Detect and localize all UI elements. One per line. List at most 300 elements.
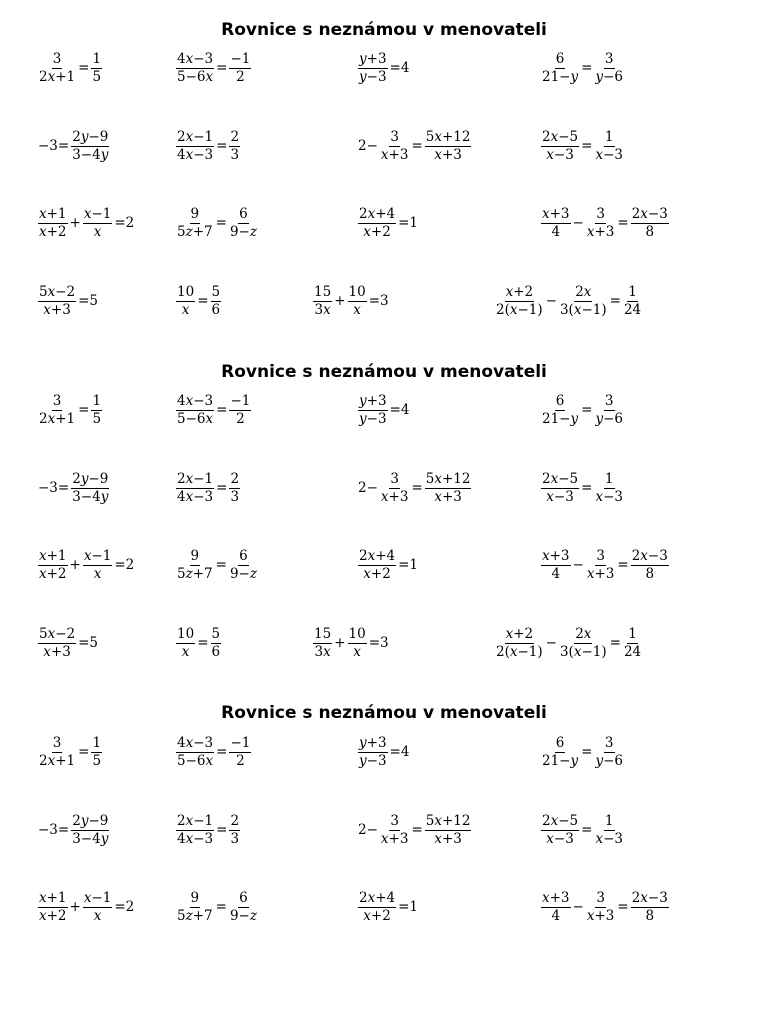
operator-text: =4 <box>389 744 410 760</box>
numerator: x+3 <box>542 548 570 564</box>
numerator: 6 <box>555 51 565 67</box>
denominator: x−3 <box>546 831 574 847</box>
denominator: 2 <box>236 411 245 427</box>
fraction <box>210 285 223 318</box>
operator-text: = <box>78 60 90 76</box>
numerator: 2y−9 <box>72 129 109 145</box>
denominator: 3(x−1) <box>559 302 607 318</box>
fraction <box>175 891 215 924</box>
denominator: 5z+7 <box>177 908 213 924</box>
equation <box>37 285 99 318</box>
operator-text: 2− <box>358 822 378 838</box>
denominator: x+2 <box>39 224 67 240</box>
fraction <box>540 736 580 769</box>
equation <box>37 130 110 163</box>
operator-text: = <box>581 402 593 418</box>
numerator: 1 <box>92 735 102 751</box>
section-title: Rovnice s neznámou v menovateli <box>221 20 547 40</box>
numerator: 1 <box>604 129 614 145</box>
equation <box>37 207 135 240</box>
operator-text: = <box>581 822 593 838</box>
fraction <box>228 207 259 240</box>
denominator: x+2 <box>39 908 67 924</box>
equation <box>175 472 241 505</box>
numerator: 1 <box>604 471 614 487</box>
numerator: 3 <box>52 735 62 751</box>
numerator: x+2 <box>505 626 534 642</box>
fraction <box>70 472 110 505</box>
denominator: x+3 <box>586 908 615 924</box>
denominator: 8 <box>645 566 655 582</box>
operator-text: − <box>545 635 557 651</box>
numerator: 10 <box>177 626 195 642</box>
operator-text: =1 <box>398 899 419 915</box>
denominator: x+2 <box>39 566 67 582</box>
denominator: 3x <box>314 644 331 660</box>
denominator: x+3 <box>434 147 462 163</box>
numerator: 9 <box>190 548 200 564</box>
operator-text: = <box>581 744 593 760</box>
fraction <box>630 549 670 582</box>
equation <box>357 130 472 163</box>
equation <box>540 52 625 85</box>
denominator: 5z+7 <box>177 566 213 582</box>
fraction <box>175 736 215 769</box>
numerator: 10 <box>348 284 366 300</box>
fraction <box>228 394 252 427</box>
equation <box>175 736 252 769</box>
fraction <box>347 285 368 318</box>
denominator: x−3 <box>546 147 574 163</box>
fraction <box>228 130 241 163</box>
equation <box>540 207 670 240</box>
equation <box>494 285 643 318</box>
fraction <box>347 627 368 660</box>
fraction <box>37 207 69 240</box>
denominator: 5z+7 <box>177 224 213 240</box>
denominator: y−6 <box>595 69 623 85</box>
fraction <box>175 472 215 505</box>
fraction <box>630 207 670 240</box>
equation <box>37 627 99 660</box>
numerator: 4x−3 <box>177 735 214 751</box>
denominator: y−3 <box>359 69 387 85</box>
operator-text: 2− <box>358 480 378 496</box>
numerator: 6 <box>239 206 248 222</box>
numerator: 5x+12 <box>425 813 471 829</box>
fraction <box>357 52 389 85</box>
numerator: x−1 <box>83 548 112 564</box>
fraction <box>593 130 625 163</box>
denominator: 4x−3 <box>177 831 214 847</box>
equation <box>175 627 222 660</box>
fraction <box>357 549 397 582</box>
operator-text: =1 <box>398 215 419 231</box>
equation <box>312 627 390 660</box>
operator-text: =5 <box>78 635 99 651</box>
numerator: x+3 <box>542 890 570 906</box>
denominator: x+3 <box>434 831 462 847</box>
denominator: x <box>353 302 361 318</box>
numerator: 5x+12 <box>425 471 471 487</box>
operator-text: − <box>545 293 557 309</box>
fraction <box>175 52 215 85</box>
numerator: x+1 <box>39 206 67 222</box>
numerator: 10 <box>177 284 195 300</box>
numerator: 2x <box>575 626 592 642</box>
numerator: 2x−5 <box>542 471 579 487</box>
fraction <box>90 52 103 85</box>
fraction <box>540 891 572 924</box>
fraction <box>540 130 580 163</box>
numerator: 4x−3 <box>177 51 214 67</box>
equation <box>37 814 110 847</box>
fraction <box>228 472 241 505</box>
operator-text: = <box>216 402 228 418</box>
denominator: 4 <box>551 908 561 924</box>
numerator: 3 <box>604 735 614 751</box>
denominator: x+3 <box>586 566 615 582</box>
fraction <box>175 814 215 847</box>
equation <box>357 891 419 924</box>
numerator: 5x+12 <box>425 129 471 145</box>
denominator: x−3 <box>595 489 623 505</box>
equation <box>175 891 259 924</box>
numerator: 2x−1 <box>177 129 214 145</box>
equation <box>175 130 241 163</box>
fraction <box>585 549 617 582</box>
denominator: 24 <box>623 302 642 318</box>
equation <box>540 394 625 427</box>
equation <box>175 207 259 240</box>
operator-text: = <box>411 138 423 154</box>
equation <box>175 549 259 582</box>
numerator: x−1 <box>83 890 112 906</box>
numerator: 1 <box>92 51 102 67</box>
equation <box>175 52 252 85</box>
fraction <box>593 736 625 769</box>
denominator: x+3 <box>380 147 409 163</box>
numerator: 2 <box>230 129 240 145</box>
equation <box>37 891 135 924</box>
denominator: 4x−3 <box>177 489 214 505</box>
equation <box>37 549 135 582</box>
operator-text: = <box>215 215 227 231</box>
numerator: 3 <box>604 51 614 67</box>
fraction <box>593 472 625 505</box>
denominator: 5 <box>92 411 102 427</box>
fraction <box>357 394 389 427</box>
equation <box>175 814 241 847</box>
operator-text: −3= <box>38 138 70 154</box>
section-title: Rovnice s neznámou v menovateli <box>221 362 547 382</box>
equation <box>37 736 103 769</box>
numerator: 1 <box>92 393 102 409</box>
denominator: y−3 <box>359 411 387 427</box>
numerator: x+2 <box>505 284 534 300</box>
operator-text: =3 <box>368 293 389 309</box>
denominator: 21−y <box>542 69 579 85</box>
equation <box>540 472 625 505</box>
numerator: x+1 <box>39 890 67 906</box>
numerator: 2 <box>230 813 240 829</box>
denominator: y−3 <box>359 753 387 769</box>
fraction <box>228 891 259 924</box>
fraction <box>585 891 617 924</box>
fraction <box>37 736 77 769</box>
numerator: 2x <box>575 284 592 300</box>
operator-text: = <box>216 138 228 154</box>
fraction <box>175 130 215 163</box>
fraction <box>228 814 241 847</box>
fraction <box>540 394 580 427</box>
denominator: 3(x−1) <box>559 644 607 660</box>
numerator: 2x−1 <box>177 813 214 829</box>
fraction <box>175 285 196 318</box>
equation <box>540 891 670 924</box>
denominator: 4x−3 <box>177 147 214 163</box>
fraction <box>82 549 114 582</box>
fraction <box>593 814 625 847</box>
denominator: y−6 <box>595 411 623 427</box>
denominator: 3 <box>230 489 240 505</box>
denominator: 9−z <box>229 566 257 582</box>
operator-text: = <box>216 60 228 76</box>
fraction <box>558 627 609 660</box>
fraction <box>228 52 252 85</box>
numerator: 2x−3 <box>631 548 668 564</box>
denominator: 3x <box>314 302 331 318</box>
fraction <box>175 207 215 240</box>
fraction <box>558 285 609 318</box>
numerator: −1 <box>230 51 251 67</box>
fraction <box>37 549 69 582</box>
denominator: 3−4y <box>72 489 109 505</box>
numerator: x+1 <box>39 548 67 564</box>
numerator: 3 <box>596 206 605 222</box>
numerator: 5x−2 <box>39 626 76 642</box>
numerator: 15 <box>314 284 332 300</box>
numerator: 1 <box>628 284 637 300</box>
fraction <box>593 52 625 85</box>
operator-text: + <box>69 215 81 231</box>
denominator: 2x+1 <box>39 753 76 769</box>
operator-text: + <box>334 293 346 309</box>
equation <box>540 549 670 582</box>
operator-text: + <box>334 635 346 651</box>
numerator: 3 <box>390 471 399 487</box>
fraction <box>540 52 580 85</box>
fraction <box>70 130 110 163</box>
numerator: 5 <box>211 284 221 300</box>
denominator: x+3 <box>380 831 409 847</box>
denominator: 4 <box>551 566 561 582</box>
fraction <box>585 207 617 240</box>
numerator: 1 <box>604 813 614 829</box>
denominator: 5 <box>92 69 102 85</box>
fraction <box>357 207 397 240</box>
denominator: 8 <box>645 224 655 240</box>
numerator: 3 <box>596 548 605 564</box>
fraction <box>312 627 333 660</box>
denominator: 8 <box>645 908 655 924</box>
fraction <box>357 736 389 769</box>
equation <box>494 627 643 660</box>
fraction <box>228 736 252 769</box>
numerator: 3 <box>390 813 399 829</box>
denominator: 3 <box>230 831 240 847</box>
denominator: x+3 <box>586 224 615 240</box>
fraction <box>494 285 545 318</box>
fraction <box>379 472 411 505</box>
fraction <box>540 207 572 240</box>
numerator: y+3 <box>359 735 387 751</box>
operator-text: =2 <box>114 557 135 573</box>
denominator: 24 <box>623 644 642 660</box>
numerator: 10 <box>348 626 366 642</box>
numerator: 2x−3 <box>631 890 668 906</box>
numerator: 2x+4 <box>359 206 396 222</box>
fraction <box>175 394 215 427</box>
operator-text: − <box>572 215 584 231</box>
equation <box>175 285 222 318</box>
denominator: 9−z <box>229 908 257 924</box>
operator-text: = <box>215 899 227 915</box>
operator-text: =4 <box>389 60 410 76</box>
operator-text: 2− <box>358 138 378 154</box>
equation <box>312 285 390 318</box>
denominator: 5−6x <box>177 411 214 427</box>
denominator: 3−4y <box>72 831 109 847</box>
equation <box>357 549 419 582</box>
fraction <box>540 814 580 847</box>
denominator: 21−y <box>542 411 579 427</box>
numerator: 6 <box>555 393 565 409</box>
operator-text: = <box>609 635 621 651</box>
denominator: x <box>93 908 102 924</box>
denominator: x+2 <box>363 224 391 240</box>
fraction <box>90 394 103 427</box>
denominator: 6 <box>211 644 221 660</box>
denominator: 2(x−1) <box>496 644 543 660</box>
denominator: 5 <box>92 753 102 769</box>
operator-text: −3= <box>38 480 70 496</box>
numerator: 4x−3 <box>177 393 214 409</box>
numerator: 3 <box>52 51 62 67</box>
equation <box>37 394 103 427</box>
equation <box>357 736 410 769</box>
numerator: 6 <box>555 735 565 751</box>
fraction <box>540 472 580 505</box>
operator-text: = <box>78 402 90 418</box>
fraction <box>379 814 411 847</box>
denominator: x−3 <box>546 489 574 505</box>
fraction <box>82 891 114 924</box>
numerator: 2x+4 <box>359 890 396 906</box>
operator-text: = <box>617 557 629 573</box>
fraction <box>37 891 69 924</box>
numerator: 6 <box>239 548 248 564</box>
operator-text: =2 <box>114 899 135 915</box>
operator-text: =2 <box>114 215 135 231</box>
numerator: 3 <box>390 129 399 145</box>
numerator: y+3 <box>359 51 387 67</box>
numerator: 2y−9 <box>72 813 109 829</box>
fraction <box>593 394 625 427</box>
numerator: 2x+4 <box>359 548 396 564</box>
equation <box>357 814 472 847</box>
equation <box>357 472 472 505</box>
denominator: x−3 <box>595 147 623 163</box>
operator-text: = <box>216 822 228 838</box>
denominator: 5−6x <box>177 69 214 85</box>
fraction <box>379 130 411 163</box>
fraction <box>37 52 77 85</box>
numerator: 15 <box>314 626 332 642</box>
fraction <box>630 891 670 924</box>
operator-text: = <box>197 293 209 309</box>
fraction <box>90 736 103 769</box>
denominator: 21−y <box>542 753 579 769</box>
equation <box>540 736 625 769</box>
denominator: 2(x−1) <box>496 302 543 318</box>
numerator: 6 <box>239 890 248 906</box>
numerator: −1 <box>230 735 251 751</box>
numerator: 2y−9 <box>72 471 109 487</box>
denominator: x+3 <box>380 489 409 505</box>
equation <box>37 52 103 85</box>
fraction <box>424 472 473 505</box>
denominator: 2x+1 <box>39 69 76 85</box>
operator-text: −3= <box>38 822 70 838</box>
equation <box>540 814 625 847</box>
operator-text: = <box>581 138 593 154</box>
denominator: 5−6x <box>177 753 214 769</box>
denominator: x+3 <box>43 644 71 660</box>
operator-text: = <box>581 60 593 76</box>
numerator: 2x−5 <box>542 129 579 145</box>
operator-text: + <box>69 899 81 915</box>
operator-text: =4 <box>389 402 410 418</box>
operator-text: = <box>581 480 593 496</box>
denominator: x+3 <box>43 302 71 318</box>
fraction <box>37 627 77 660</box>
denominator: 6 <box>211 302 221 318</box>
denominator: x+3 <box>434 489 462 505</box>
denominator: 2 <box>236 753 245 769</box>
denominator: x <box>93 224 102 240</box>
fraction <box>175 549 215 582</box>
denominator: 2x+1 <box>39 411 76 427</box>
equation <box>37 472 110 505</box>
denominator: x−3 <box>595 831 623 847</box>
numerator: 5 <box>211 626 221 642</box>
operator-text: =3 <box>368 635 389 651</box>
operator-text: + <box>69 557 81 573</box>
fraction <box>37 394 77 427</box>
fraction <box>424 814 473 847</box>
equation <box>175 394 252 427</box>
numerator: 3 <box>52 393 62 409</box>
denominator: 9−z <box>229 224 257 240</box>
numerator: y+3 <box>359 393 387 409</box>
numerator: 2x−5 <box>542 813 579 829</box>
numerator: 9 <box>190 890 200 906</box>
numerator: 2x−1 <box>177 471 214 487</box>
operator-text: = <box>411 480 423 496</box>
fraction <box>622 285 643 318</box>
numerator: 3 <box>604 393 614 409</box>
